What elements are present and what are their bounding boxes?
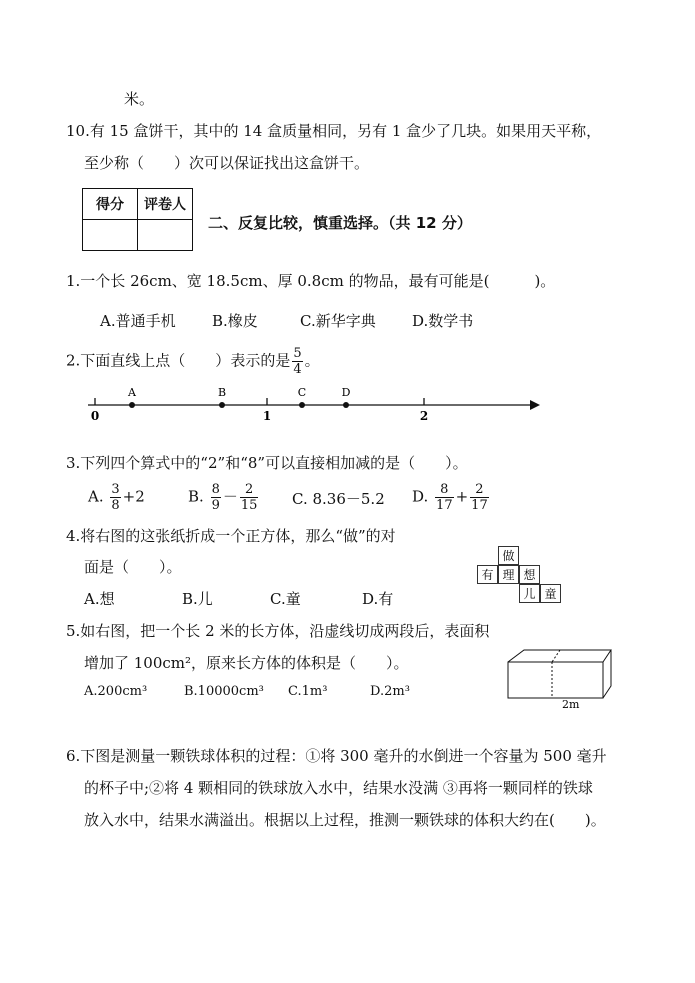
cut-line-top [552, 650, 560, 662]
dim-label-2m: 2m [562, 698, 580, 710]
q3-opt-a-frac [110, 482, 120, 513]
q3-opt-b-frac2 [240, 482, 259, 513]
point-a [129, 402, 135, 408]
q2-text-after: 。 [304, 351, 320, 370]
score-table [82, 188, 193, 251]
arrow-head-icon [530, 400, 540, 410]
q2-text-before: 2.下面直线上点（ ）表示的是 [66, 351, 291, 370]
q4-option-c: C.童 [270, 590, 301, 608]
line-mi: 米。 [124, 90, 155, 108]
q6-line3: 放入水中，结果水满溢出。根据以上过程，推测一颗铁球的体积大约在( )。 [84, 811, 606, 829]
q5-option-d: D.2m³ [370, 684, 410, 699]
q3-opt-b-op: － [222, 487, 238, 506]
q2-frac-den: 4 [293, 362, 302, 377]
q3-opt-a-num: 3 [111, 482, 120, 497]
q3-option-b [188, 482, 260, 513]
q2-text [66, 346, 320, 377]
q5-option-b: B.10000cm³ [184, 684, 264, 699]
q3-opt-d-den2: 17 [471, 498, 488, 513]
label-point-b: B [217, 386, 227, 399]
q3-opt-d-op: + [455, 487, 469, 506]
q3-opt-d-frac1 [435, 482, 454, 513]
q4-option-a: A.想 [84, 590, 115, 608]
net-cell-zuo: 做 [498, 546, 519, 565]
cuboid-figure [500, 640, 620, 710]
net-cell-you: 有 [477, 565, 498, 584]
q3-opt-d-num2: 2 [470, 482, 489, 498]
q3-opt-b-den2: 15 [240, 498, 258, 513]
label-tick-1: 1 [262, 409, 272, 423]
q5-option-a: A.200cm³ [84, 684, 148, 699]
q3-opt-d-label: D. [412, 487, 429, 506]
q3-option-d [412, 482, 491, 513]
q4-line1: 4.将右图的这张纸折成一个正方体，那么“做”的对 [66, 527, 396, 545]
q3-text: 3.下列四个算式中的“2”和“8”可以直接相加减的是（ ）。 [66, 454, 468, 472]
score-cell[interactable] [83, 220, 138, 251]
q1-text: 1.一个长 26cm、宽 18.5cm、厚 0.8cm 的物品，最有可能是( )。 [66, 272, 556, 290]
point-d [343, 402, 349, 408]
q1-option-a: A.普通手机 [100, 312, 176, 330]
q3-opt-b-den1: 9 [211, 498, 220, 513]
q3-opt-b-label: B. [188, 487, 204, 506]
number-line [0, 380, 695, 425]
label-point-d: D [341, 386, 351, 399]
q6-line2: 的杯子中;②将 4 颗相同的铁球放入水中，结果水没满 ③再将一颗同样的铁球 [84, 779, 593, 797]
q3-opt-b-num2: 2 [240, 482, 259, 498]
grader-cell[interactable] [138, 220, 193, 251]
label-point-a: A [128, 386, 136, 399]
q4-line2: 面是（ ）。 [84, 558, 182, 576]
q3-option-c: C. 8.36－5.2 [292, 490, 385, 508]
score-header: 得分 [83, 189, 138, 220]
q5-option-c: C.1m³ [288, 684, 328, 699]
point-b [219, 402, 225, 408]
q4-option-b: B.儿 [182, 590, 213, 608]
q1-option-c: C.新华字典 [300, 312, 376, 330]
q10-line2: 至少称（ ）次可以保证找出这盒饼干。 [84, 154, 370, 172]
label-point-c: C [297, 386, 307, 399]
net-cell-er: 儿 [519, 584, 540, 603]
point-c [299, 402, 305, 408]
q4-option-d: D.有 [362, 590, 394, 608]
q3-option-a [88, 482, 145, 513]
q5-line1: 5.如右图，把一个长 2 米的长方体，沿虚线切成两段后，表面积 [66, 622, 490, 640]
cuboid-right [603, 650, 611, 698]
label-tick-0: 0 [90, 409, 100, 423]
q3-opt-d-num1: 8 [435, 482, 454, 498]
q3-opt-d-den1: 17 [436, 498, 453, 513]
q3-opt-a-label: A. [88, 487, 104, 506]
cuboid-top [508, 650, 611, 662]
grader-header: 评卷人 [138, 189, 193, 220]
q5-line2: 增加了 100cm²，原来长方体的体积是（ ）。 [84, 654, 409, 672]
q3-opt-b-frac1 [211, 482, 221, 513]
q2-fraction [292, 346, 302, 377]
q2-frac-num: 5 [293, 346, 302, 361]
q3-opt-b-num1: 8 [211, 482, 220, 497]
label-tick-2: 2 [419, 409, 429, 423]
q3-opt-d-frac2 [470, 482, 489, 513]
q3-opt-a-tail: +2 [122, 487, 145, 506]
q3-opt-a-den: 8 [111, 498, 120, 513]
q6-line1: 6.下图是测量一颗铁球体积的过程：①将 300 毫升的水倒进一个容量为 500 毫升 [66, 747, 607, 765]
net-cell-tong: 童 [540, 584, 561, 603]
q1-option-b: B.橡皮 [212, 312, 258, 330]
q10-line1: 10.有 15 盒饼干，其中的 14 盒质量相同，另有 1 盒少了几块。如果用天平称， [66, 122, 602, 140]
net-cell-li: 理 [498, 565, 519, 584]
net-cell-xiang: 想 [519, 565, 540, 584]
cuboid-front [508, 662, 603, 698]
section2-title: 二、反复比较，慎重选择。（共 12 分） [208, 214, 472, 232]
q1-option-d: D.数学书 [412, 312, 474, 330]
